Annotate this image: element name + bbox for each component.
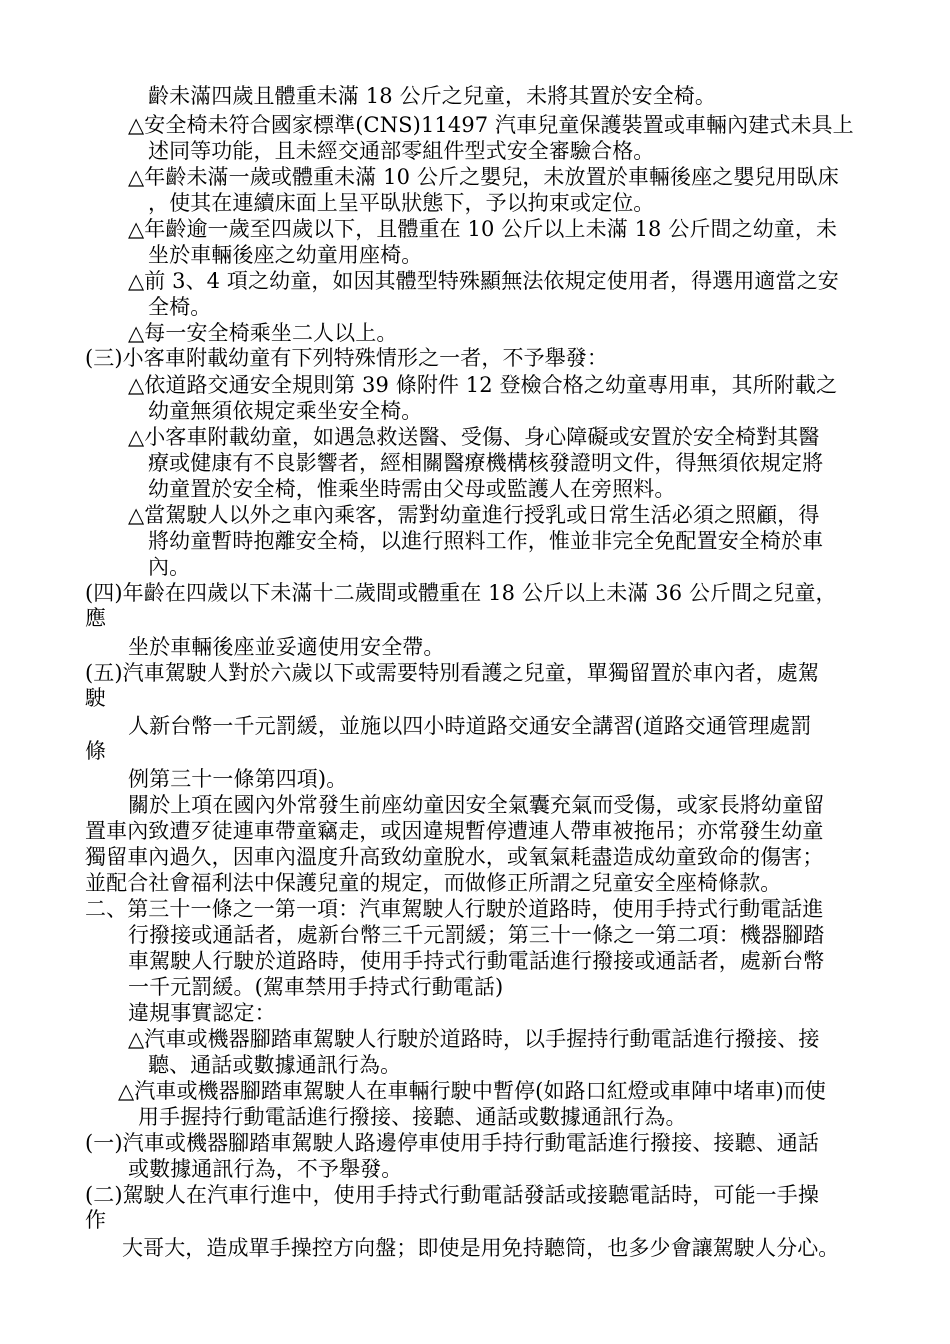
text-line: (二)駕駛人在汽車行進中，使用手持式行動電話發話或接聽電話時，可能一手操 [85,1183,819,1207]
text-line: 坐於車輛後座並妥適使用安全帶。 [128,635,445,659]
text-line: △年齡未滿一歲或體重未滿 10 公斤之嬰兒，未放置於車輛後座之嬰兒用臥床 [128,165,839,189]
text-line: 關於上項在國內外常發生前座幼童因安全氣囊充氣而受傷，或家長將幼童留 [128,793,825,817]
text-line: (一)汽車或機器腳踏車駕駛人路邊停車使用手持行動電話進行撥接、接聽、通話 [85,1131,819,1155]
text-line: 條 [85,739,107,763]
text-line: 一千元罰緩。(駕車禁用手持式行動電話) [128,975,504,999]
text-line: 療或健康有不良影響者，經相關醫療機構核發證明文件，得無須依規定將 [148,451,824,475]
text-line: △當駕駛人以外之車內乘客，需對幼童進行授乳或日常生活必須之照顧，得 [128,503,820,527]
text-line: 齡未滿四歲且體重未滿 18 公斤之兒童，未將其置於安全椅。 [148,84,716,108]
text-line: ，使其在連續床面上呈平臥狀態下，予以拘束或定位。 [148,191,655,215]
text-line: 或數據通訊行為，不予舉發。 [128,1157,403,1181]
text-line: 幼童無須依規定乘坐安全椅。 [148,399,423,423]
text-line: 作 [85,1208,107,1232]
text-line: △安全椅未符合國家標準(CNS)11497 汽車兒童保護裝置或車輛內建式未具上 [128,113,854,137]
text-line: 應 [85,606,107,630]
text-line: △每一安全椅乘坐二人以上。 [128,321,398,345]
text-line: 全椅。 [148,295,212,319]
text-line: 用手握持行動電話進行撥接、接聽、通話或數據通訊行為。 [138,1105,687,1129]
text-line: 坐於車輛後座之幼童用座椅。 [148,243,423,267]
text-line: 置車內致遭歹徒連車帶童竊走，或因違規暫停遭連人帶車被拖吊；亦常發生幼童 [85,819,824,843]
text-line: 行撥接或通話者，處新台幣三千元罰緩；第三十一條之一第二項：機器腳踏 [128,923,825,947]
text-line: (三)小客車附載幼童有下列特殊情形之一者，不予舉發： [85,346,608,370]
text-line: 二、第三十一條之一第一項：汽車駕駛人行駛於道路時，使用手持式行動電話進 [85,897,824,921]
text-line: 幼童置於安全椅，惟乘坐時需由父母或監護人在旁照料。 [148,477,676,501]
text-line: 聽、通話或數據通訊行為。 [148,1053,402,1077]
text-line: 人新台幣一千元罰緩，並施以四小時道路交通安全講習(道路交通管理處罰 [128,714,812,738]
text-line: △小客車附載幼童，如遇急救送醫、受傷、身心障礙或安置於安全椅對其醫 [128,425,820,449]
text-line: 將幼童暫時抱離安全椅，以進行照料工作，惟並非完全免配置安全椅於車 [148,529,824,553]
text-line: △汽車或機器腳踏車駕駛人行駛於道路時，以手握持行動電話進行撥接、接 [128,1027,820,1051]
text-line: 駛 [85,686,107,710]
text-line: △年齡逾一歲至四歲以下，且體重在 10 公斤以上未滿 18 公斤間之幼童，未 [128,217,838,241]
text-line: 述同等功能，且未經交通部零組件型式安全審驗合格。 [148,139,655,163]
text-line: (五)汽車駕駛人對於六歲以下或需要特別看護之兒童，單獨留置於車內者，處駕 [85,661,819,685]
text-line: 例第三十一條第四項)。 [128,767,348,791]
text-line: △汽車或機器腳踏車駕駛人在車輛行駛中暫停(如路口紅燈或車陣中堵車)而使 [118,1079,827,1103]
text-line: 違規事實認定： [128,1001,276,1025]
text-line: △依道路交通安全規則第 39 條附件 12 登檢合格之幼童專用車，其所附載之 [128,373,838,397]
text-line: 車駕駛人行駛於道路時，使用手持式行動電話進行撥接或通話者，處新台幣 [128,949,825,973]
text-line: 內。 [148,555,191,579]
text-line: 大哥大，造成單手操控方向盤；即使是用免持聽筒，也多少會讓駕駛人分心。 [122,1236,840,1260]
text-line: 並配合社會福利法中保護兒童的規定，而做修正所謂之兒童安全座椅條款。 [85,871,782,895]
text-line: 獨留車內過久，因車內溫度升高致幼童脫水，或氧氣耗盡造成幼童致命的傷害； [85,845,824,869]
text-line: △前 3、4 項之幼童，如因其體型特殊顯無法依規定使用者，得選用適當之安 [128,269,839,293]
text-line: (四)年齡在四歲以下未滿十二歲間或體重在 18 公斤以上未滿 36 公斤間之兒童， [85,581,837,605]
